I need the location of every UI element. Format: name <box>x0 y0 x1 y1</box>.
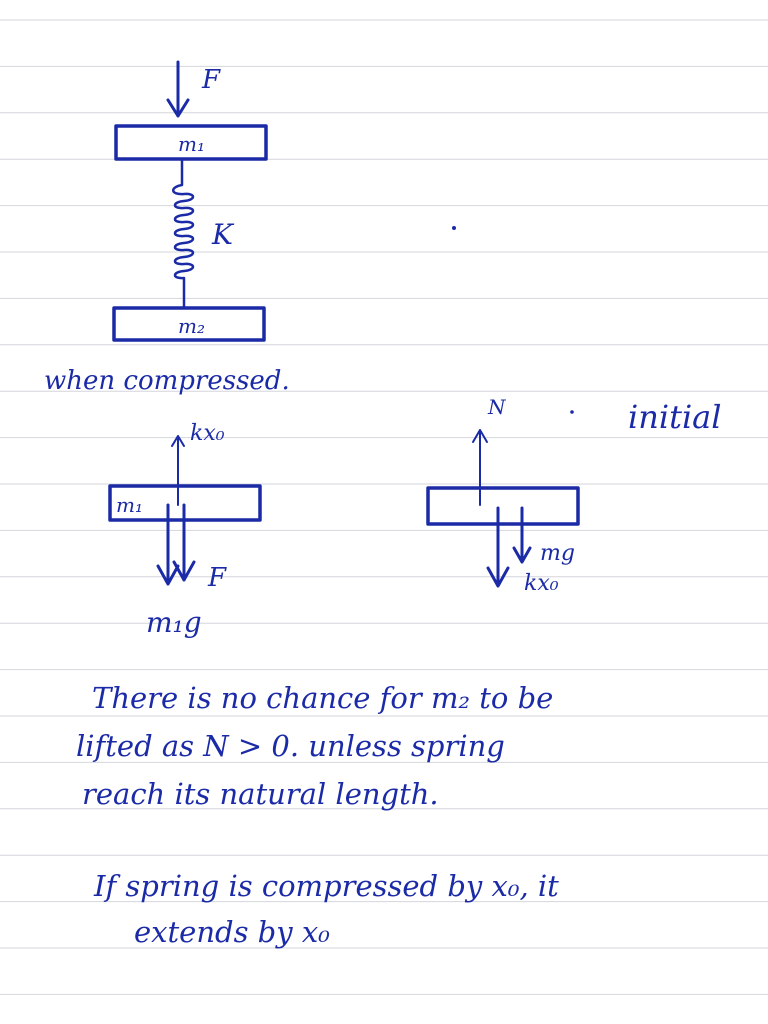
paragraph-2-line-1: If spring is compressed by x₀, it <box>94 869 559 903</box>
spring-label: K <box>212 218 233 251</box>
stray-dot <box>570 410 574 414</box>
weight-label: m₁g <box>146 606 202 639</box>
fbd-block-m1-label: m₁ <box>116 493 143 517</box>
initial-label: initial <box>628 398 722 436</box>
weight-label: mg <box>540 541 575 566</box>
weight-arrow-icon <box>158 505 178 584</box>
force-arrow-icon <box>168 62 188 116</box>
force-label: F <box>202 65 221 95</box>
applied-force-label: F <box>208 563 227 593</box>
fbd-m2 <box>428 395 721 596</box>
fbd-block-m2 <box>428 488 578 524</box>
paragraph-1-line-2: lifted as N > 0. unless spring <box>76 729 505 763</box>
paragraph-2 <box>93 869 559 949</box>
stray-dot <box>452 226 456 230</box>
spring-force-label: kx₀ <box>190 421 225 446</box>
block-m1-label: m₁ <box>178 132 205 156</box>
paragraph-1-line-1: There is no chance for m₂ to be <box>92 681 554 715</box>
applied-force-arrow-icon <box>174 505 194 580</box>
spring-push-label: kx₀ <box>524 571 559 596</box>
normal-force-arrow-icon <box>473 430 487 505</box>
paragraph-2-line-2: extends by x₀ <box>134 915 330 949</box>
block-m2-label: m₂ <box>178 314 205 338</box>
spring-push-arrow-icon <box>488 508 508 586</box>
normal-force-label: N <box>488 395 506 419</box>
caption-when-compressed: when compressed. <box>44 366 290 396</box>
spring-icon <box>173 160 193 308</box>
paragraph-1 <box>76 681 553 811</box>
weight-arrow-icon <box>514 508 530 562</box>
spring-force-arrow-icon <box>172 436 184 505</box>
paragraph-1-line-3: reach its natural length. <box>82 777 439 811</box>
